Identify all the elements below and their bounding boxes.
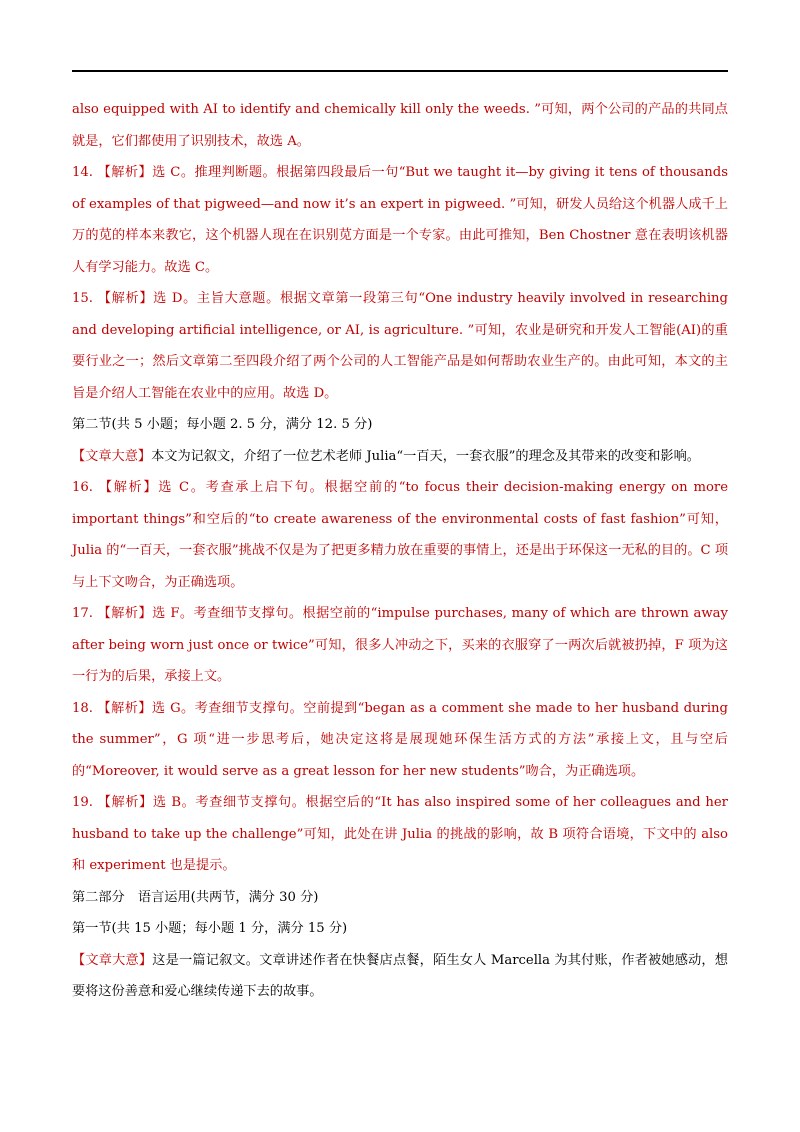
document-body (72, 94, 728, 1008)
answer-17: 17. 【解析】选 F。考查细节支撑句。根据空前的“impulse purchases, many of which are thrown away after being worn just once or twice”可知，很多人冲动之下，买来的衣服穿了一两次后就被扔掉，F 项为这一行为的后果，承接上文。 (72, 606, 728, 684)
article-summary-1 (72, 441, 728, 473)
summary-text: 本文为记叙文，介绍了一位艺术老师 Julia“一百天，一套衣服”的理念及其带来的改变和影响。 (151, 448, 700, 464)
summary-tag: 【文章大意】 (72, 448, 152, 464)
answer-18: 18. 【解析】选 G。考查细节支撑句。空前提到“began as a comment she made to her husband during the summer”，G 项“进一步思考后，她决定这将是展现她环保生活方式的方法”承接上文，且与空后的“Moreover, it would serve as a great lesson for her new students”吻合，为正确选项。 (72, 700, 728, 779)
header-rule (72, 70, 728, 72)
section-heading-part2-sec1: 第一节(共 15 小题；每小题 1 分，满分 15 分) (72, 921, 348, 936)
answer-16: 16. 【解析】选 C。考查承上启下句。根据空前的“to focus their decision-making energy on more important things”和空后的“to create awareness of the environmental costs of fast fashion”可知， Julia 的“一百天，一套衣服”挑战不仅是为了把更多精力放在重要的事情上，还是出于环保这一无私的目的。C 项与上下文吻合，为正确选项。 (72, 480, 728, 590)
summary-text: 这是一篇记叙文。文章讲述作者在快餐店点餐，陌生女人 Marcella 为其付账，作者被她感动，想要将这份善意和爱心继续传递下去的故事。 (72, 952, 728, 999)
summary-tag: 【文章大意】 (72, 952, 153, 968)
section-heading-part1-sec2: 第二节(共 5 小题；每小题 2. 5 分，满分 12. 5 分) (72, 417, 373, 432)
answer-14: 14. 【解析】选 C。推理判断题。根据第四段最后一句“But we taught it—by giving it tens of thousands of examples of that pigweed—and now it’s an expert in pigweed. ”可知，研发人员给这个机器人成千上万的苋的样本来教它，这个机器人现在在识别苋方面是一个专家。由此可推知，Ben Chostner 意在表明该机器人有学习能力。故选 C。 (72, 165, 728, 275)
section-heading-part2: 第二部分 语言运用(共两节，满分 30 分) (72, 889, 319, 905)
article-summary-2 (72, 945, 728, 1008)
paragraph-13-continuation: also equipped with AI to identify and chemically kill only the weeds. ”可知，两个公司的产品的共同点就是，它们都使用了识别技术，故选 A。 (72, 102, 728, 149)
answer-15: 15. 【解析】选 D。主旨大意题。根据文章第一段第三句“One industry heavily involved in researching and developing artificial intelligence, or AI, is agriculture. ”可知，农业是研究和开发人工智能(AI)的重要行业之一；然后文章第二至四段介绍了两个公司的人工智能产品是如何帮助农业生产的。由此可知，本文的主旨是介绍人工智能在农业中的应用。故选 D。 (72, 291, 728, 401)
answer-19: 19. 【解析】选 B。考查细节支撑句。根据空后的“It has also inspired some of her colleagues and her husband to take up the challenge”可知，此处在讲 Julia 的挑战的影响，故 B 项符合语境，下文中的 also 和 experiment 也是提示。 (72, 795, 728, 873)
